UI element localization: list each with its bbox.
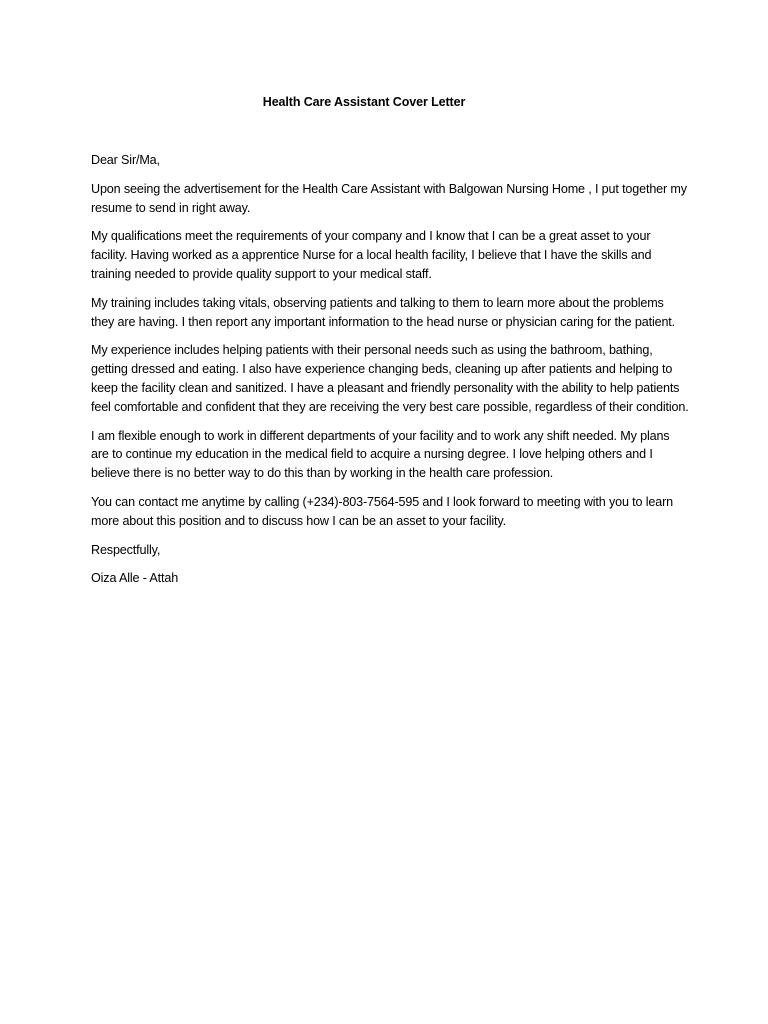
- paragraph-intro: Upon seeing the advertisement for the Health Care Assistant with Balgowan Nursing Home , I put together my resume to send in right away.: [91, 181, 687, 215]
- closing: Respectfully,: [91, 542, 161, 557]
- signature: Oiza Alle - Attah: [91, 571, 179, 586]
- paragraph-qualifications: My qualifications meet the requirements of your company and I know that I can be a great asset to your facility. Having worked as a apprentice Nurse for a local health facility, I believe that I have the skills and training needed to provide quality support to your medical staff.: [91, 229, 652, 281]
- letter-body: [91, 151, 689, 598]
- paragraph-training: My training includes taking vitals, observing patients and talking to them to learn more about the problems they are having. I then report any important information to the head nurse or physician caring for the patient.: [91, 295, 676, 329]
- paragraph-flexibility: I am flexible enough to work in different departments of your facility and to work any shift needed. My plans are to continue my education in the medical field to acquire a nursing degree. I love helping others and I believe there is no better way to do this than by working in the health care profession.: [91, 428, 670, 481]
- salutation: Dear Sir/Ma,: [91, 153, 160, 167]
- paragraph-experience: My experience includes helping patients with their personal needs such as using the bathroom, bathing, getting dressed and eating. I also have experience changing beds, cleaning up after patients and helping to keep the facility clean and sanitized. I have a pleasant and friendly personality with the ability to help patients feel comfortable and confident that they are receiving the very best care possible, regardless of their condition.: [91, 343, 689, 414]
- paragraph-contact: You can contact me anytime by calling (+234)-803-7564-595 and I look forward to meeting with you to learn more about this position and to discuss how I can be an asset to your facility.: [91, 494, 673, 528]
- letter-title: Health Care Assistant Cover Letter: [262, 95, 466, 109]
